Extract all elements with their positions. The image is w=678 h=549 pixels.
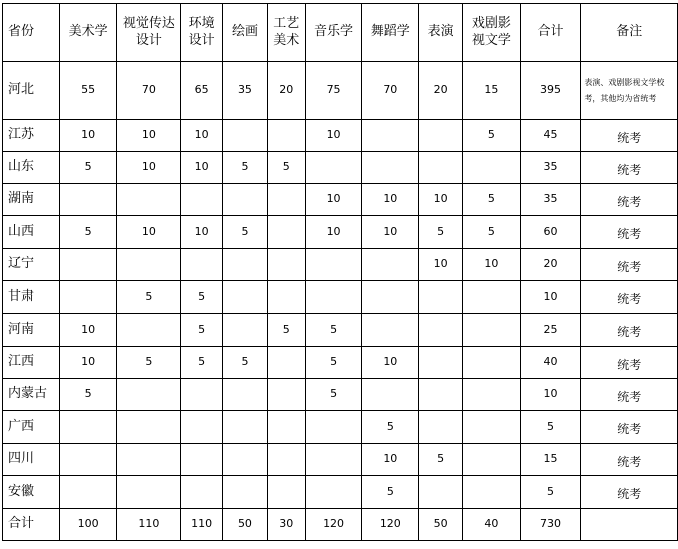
value-cell: 10 [117,152,181,184]
value-cell [59,476,117,509]
value-cell: 10 [305,184,362,216]
value-cell: 10 [362,347,419,379]
value-cell [59,411,117,444]
value-cell [305,444,362,476]
value-cell [267,120,305,152]
value-cell [223,281,268,314]
note-cell: 统考 [581,314,678,347]
value-cell: 5 [223,216,268,249]
column-header-line: 设计 [135,32,162,48]
value-cell [419,347,463,379]
column-header-line: 戏剧影 [471,15,511,31]
table-row [3,347,678,379]
value-cell [223,120,268,152]
value-cell: 5 [59,216,117,249]
value-cell: 5 [117,281,181,314]
column-header-line: 省份 [8,24,35,40]
value-cell: 60 [520,216,581,249]
value-cell: 25 [520,314,581,347]
total-label-cell: 合计 [3,509,60,541]
value-cell: 20 [419,62,463,120]
value-cell [181,184,223,216]
value-cell [267,476,305,509]
column-header-line: 视文学 [471,32,511,48]
value-cell: 10 [520,281,581,314]
table-row [3,411,678,444]
value-cell [267,249,305,281]
value-cell: 10 [59,120,117,152]
value-cell: 5 [181,281,223,314]
value-cell: 35 [520,152,581,184]
table-row [3,152,678,184]
value-cell [305,152,362,184]
column-header-line: 设计 [188,32,215,48]
value-cell [267,444,305,476]
column-header-line: 舞蹈学 [370,24,410,40]
value-cell: 10 [362,184,419,216]
value-cell: 5 [419,444,463,476]
value-cell: 65 [181,62,223,120]
value-cell: 10 [59,314,117,347]
column-header-line: 备注 [616,24,643,40]
value-cell [462,411,520,444]
value-cell: 5 [181,347,223,379]
total-value-cell: 50 [419,509,463,541]
value-cell [362,379,419,411]
value-cell: 75 [305,62,362,120]
value-cell [117,476,181,509]
enrollment-plan-table [2,3,678,541]
column-header-line: 绘画 [231,24,258,40]
value-cell [419,281,463,314]
province-cell: 甘肃 [3,281,60,314]
value-cell [419,120,463,152]
value-cell [462,347,520,379]
value-cell: 5 [267,152,305,184]
value-cell: 45 [520,120,581,152]
value-cell [59,281,117,314]
province-cell: 安徽 [3,476,60,509]
value-cell: 20 [267,62,305,120]
value-cell: 5 [223,152,268,184]
note-cell: 统考 [581,379,678,411]
table-row [3,281,678,314]
column-header [181,4,223,62]
province-cell: 河北 [3,62,60,120]
value-cell [59,444,117,476]
value-cell: 5 [181,314,223,347]
province-cell: 山西 [3,216,60,249]
value-cell: 15 [462,62,520,120]
header-row [3,4,678,62]
total-value-cell: 100 [59,509,117,541]
value-cell [223,476,268,509]
value-cell: 10 [305,120,362,152]
column-header-line: 环境 [188,15,215,31]
table-row [3,249,678,281]
table-row [3,184,678,216]
value-cell [362,152,419,184]
note-cell: 统考 [581,476,678,509]
value-cell [362,249,419,281]
value-cell: 5 [305,379,362,411]
note-cell: 统考 [581,152,678,184]
value-cell: 10 [419,184,463,216]
table-row [3,379,678,411]
value-cell [117,314,181,347]
province-cell: 湖南 [3,184,60,216]
value-cell [462,281,520,314]
value-cell [117,411,181,444]
note-cell: 统考 [581,411,678,444]
column-header-line: 表演 [427,24,454,40]
note-cell: 统考 [581,120,678,152]
value-cell [267,347,305,379]
value-cell: 5 [419,216,463,249]
value-cell [362,281,419,314]
province-cell: 江苏 [3,120,60,152]
value-cell [419,314,463,347]
column-header [267,4,305,62]
value-cell [117,249,181,281]
value-cell: 10 [59,347,117,379]
table-row [3,314,678,347]
value-cell: 395 [520,62,581,120]
value-cell [59,184,117,216]
value-cell [267,184,305,216]
total-note-cell [581,509,678,541]
value-cell: 5 [267,314,305,347]
value-cell: 70 [362,62,419,120]
column-header [419,4,463,62]
value-cell [117,184,181,216]
value-cell [59,249,117,281]
column-header-line: 音乐学 [314,24,354,40]
column-header-line: 美术 [273,32,300,48]
value-cell: 10 [419,249,463,281]
value-cell [419,152,463,184]
value-cell: 10 [117,216,181,249]
column-header-line: 合计 [537,24,564,40]
total-value-cell: 40 [462,509,520,541]
column-header-line: 工艺 [273,15,300,31]
value-cell: 5 [462,120,520,152]
value-cell: 10 [362,444,419,476]
value-cell: 10 [181,120,223,152]
value-cell: 5 [59,152,117,184]
value-cell [419,379,463,411]
total-value-cell: 110 [117,509,181,541]
value-cell: 35 [520,184,581,216]
column-header [3,4,60,62]
value-cell: 40 [520,347,581,379]
table-row [3,444,678,476]
value-cell [181,249,223,281]
value-cell: 10 [117,120,181,152]
total-value-cell: 30 [267,509,305,541]
value-cell: 5 [520,476,581,509]
column-header [59,4,117,62]
value-cell [223,314,268,347]
value-cell: 5 [462,184,520,216]
value-cell [223,184,268,216]
value-cell: 5 [59,379,117,411]
value-cell [181,444,223,476]
value-cell [362,314,419,347]
value-cell [223,444,268,476]
province-cell: 山东 [3,152,60,184]
province-cell: 河南 [3,314,60,347]
province-cell: 四川 [3,444,60,476]
value-cell [117,379,181,411]
value-cell: 70 [117,62,181,120]
value-cell [223,379,268,411]
column-header [520,4,581,62]
value-cell [117,444,181,476]
value-cell [181,476,223,509]
value-cell: 10 [362,216,419,249]
value-cell: 5 [117,347,181,379]
value-cell [305,281,362,314]
value-cell [462,152,520,184]
province-cell: 广西 [3,411,60,444]
note-cell: 统考 [581,444,678,476]
value-cell: 10 [181,152,223,184]
value-cell: 20 [520,249,581,281]
total-value-cell: 120 [362,509,419,541]
value-cell: 15 [520,444,581,476]
value-cell [267,281,305,314]
value-cell: 35 [223,62,268,120]
column-header [581,4,678,62]
value-cell [267,411,305,444]
total-value-cell: 120 [305,509,362,541]
table-row [3,216,678,249]
value-cell [267,216,305,249]
value-cell: 10 [520,379,581,411]
value-cell: 5 [362,411,419,444]
value-cell [462,379,520,411]
value-cell [267,379,305,411]
table-row [3,120,678,152]
value-cell [305,411,362,444]
table-row [3,476,678,509]
value-cell: 5 [305,347,362,379]
value-cell: 5 [362,476,419,509]
note-cell: 统考 [581,216,678,249]
value-cell [223,411,268,444]
province-cell: 内蒙古 [3,379,60,411]
column-header [117,4,181,62]
table-row [3,62,678,120]
value-cell [223,249,268,281]
value-cell: 10 [462,249,520,281]
total-value-cell: 730 [520,509,581,541]
value-cell [462,314,520,347]
province-cell: 辽宁 [3,249,60,281]
value-cell [181,379,223,411]
column-header-line: 视觉传达 [122,15,175,31]
note-cell: 统考 [581,184,678,216]
value-cell: 5 [223,347,268,379]
value-cell [305,249,362,281]
note-cell: 表演、戏剧影视文学校考，其他均为省统考 [581,62,678,120]
total-value-cell: 50 [223,509,268,541]
total-value-cell: 110 [181,509,223,541]
value-cell: 10 [305,216,362,249]
value-cell: 55 [59,62,117,120]
value-cell [462,476,520,509]
value-cell: 5 [462,216,520,249]
value-cell [181,411,223,444]
column-header [223,4,268,62]
value-cell: 10 [181,216,223,249]
column-header [305,4,362,62]
value-cell: 5 [520,411,581,444]
province-cell: 江西 [3,347,60,379]
total-row [3,509,678,541]
value-cell [305,476,362,509]
value-cell [362,120,419,152]
value-cell [419,411,463,444]
value-cell [462,444,520,476]
note-cell: 统考 [581,249,678,281]
column-header [462,4,520,62]
note-cell: 统考 [581,347,678,379]
column-header-line: 美术学 [68,24,108,40]
column-header [362,4,419,62]
note-cell: 统考 [581,281,678,314]
value-cell [419,476,463,509]
value-cell: 5 [305,314,362,347]
